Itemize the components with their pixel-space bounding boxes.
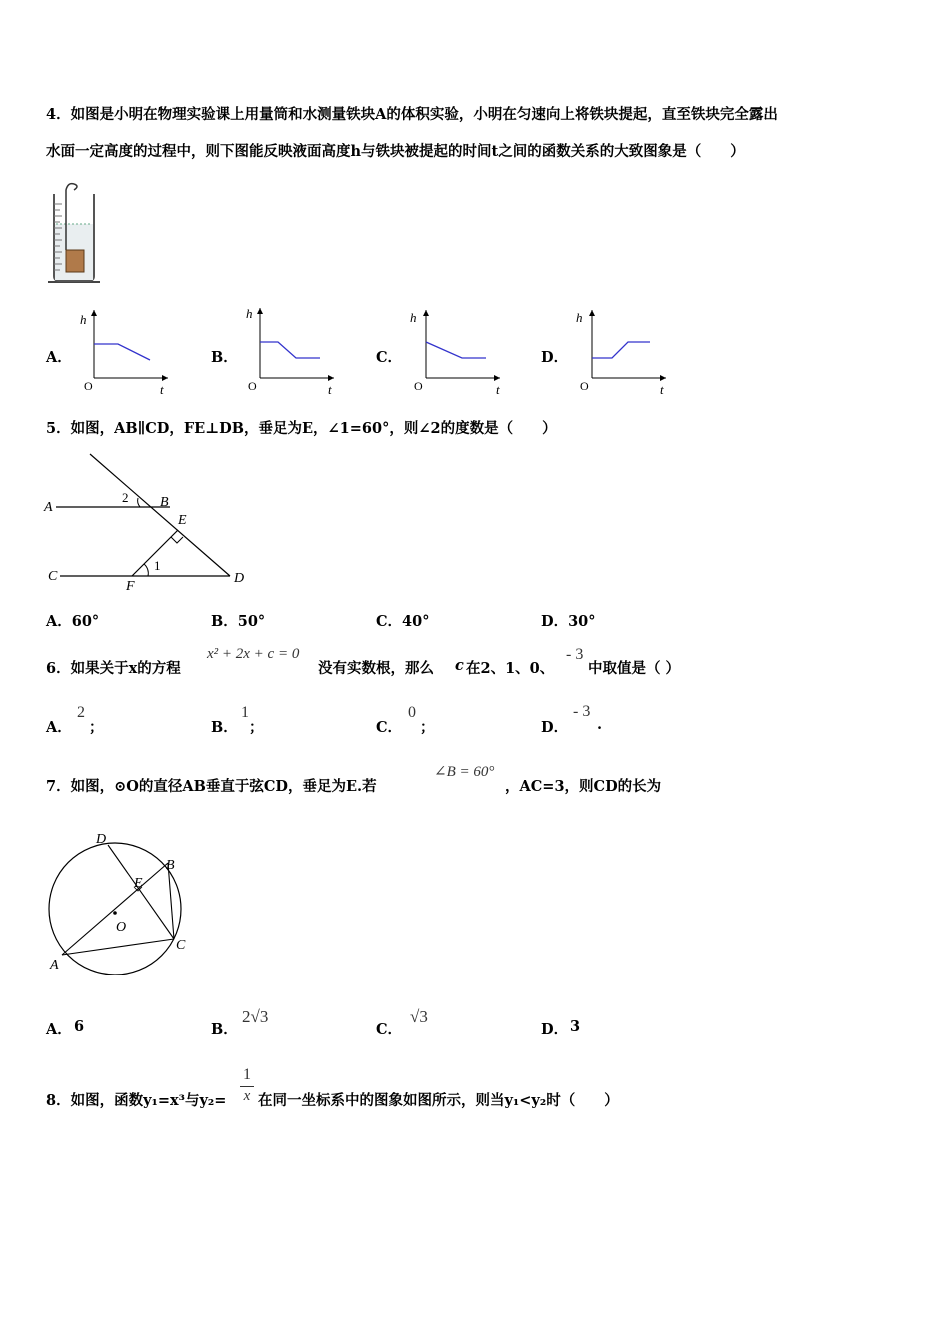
- q6-option-c-label: C．: [376, 719, 403, 736]
- q7-option-b-value: 2√3: [242, 1007, 269, 1026]
- point-e-label: E: [134, 876, 143, 891]
- q5-option-d: D．30°: [541, 613, 596, 630]
- point-b-label: B: [166, 858, 175, 873]
- point-d-label: D: [96, 832, 107, 847]
- q6-suffix: 中取值是（ ）: [588, 660, 681, 677]
- axis-h-label: h: [410, 310, 417, 325]
- axis-h-label: h: [576, 310, 583, 325]
- q5-parallel-lines-figure: [40, 450, 260, 595]
- q4-option-d-label: D．: [541, 349, 569, 366]
- q6-option-a-value: 2: [77, 704, 85, 721]
- q5-option-a: A．60°: [46, 613, 100, 630]
- q6-var-c: c: [455, 657, 464, 674]
- axis-t-label: t: [160, 382, 164, 397]
- q6-neg3: - 3: [566, 646, 584, 663]
- q7-suffix: ，AC=3，则CD的长为: [505, 778, 662, 795]
- q7-option-a-value: 6: [74, 1018, 85, 1035]
- axis-o-label: O: [414, 379, 423, 393]
- axis-t-label: t: [328, 382, 332, 397]
- q5-text: 5．如图，AB∥CD，FE⊥DB，垂足为E，∠1=60°，则∠2的度数是（ ）: [46, 420, 557, 437]
- q4-graph-a: [72, 304, 172, 398]
- axis-h-label: h: [80, 312, 87, 327]
- point-c-label: C: [176, 938, 186, 953]
- point-o-label: O: [116, 920, 127, 935]
- q6-option-c-punct: ；: [420, 719, 435, 736]
- q7-option-d-label: D．: [541, 1021, 569, 1038]
- axis-o-label: O: [84, 379, 93, 393]
- q7-option-a-label: A．: [46, 1021, 72, 1038]
- q7-circle-figure: [40, 825, 200, 975]
- q7-option-d-value: 3: [570, 1018, 581, 1035]
- q7-option-c-value: √3: [410, 1007, 428, 1026]
- q6-option-d-punct: .: [597, 716, 603, 733]
- q4-text-line1: 4．如图是小明在物理实验课上用量筒和水测量铁块A的体积实验，小明在匀速向上将铁块提起，直至铁块完全露出: [46, 106, 778, 123]
- q6-option-a-label: A．: [46, 719, 72, 736]
- q6-option-b-label: B．: [211, 719, 238, 736]
- q6-option-c-value: 0: [408, 704, 416, 721]
- q4-option-c-label: C．: [376, 349, 403, 366]
- point-b-label: B: [160, 495, 169, 510]
- q4-graph-b: [238, 300, 338, 398]
- q8-fraction-numerator: 1: [243, 1066, 251, 1083]
- q8-fraction-denominator: x: [243, 1088, 251, 1104]
- q6-option-a-punct: ；: [89, 719, 104, 736]
- q5-option-b: B．50°: [211, 613, 266, 630]
- q7-prefix: 7．如图，⊙O的直径AB垂直于弦CD，垂足为E.若: [46, 778, 377, 795]
- q5-option-c: C．40°: [376, 613, 430, 630]
- q6-equation: x² + 2x + c = 0: [207, 646, 300, 662]
- angle-2-label: 2: [122, 490, 129, 505]
- point-c-label: C: [48, 569, 58, 584]
- q7-option-b-label: B．: [211, 1021, 238, 1038]
- point-d-label: D: [234, 571, 245, 586]
- axis-t-label: t: [496, 382, 500, 397]
- point-f-label: F: [126, 579, 135, 594]
- graduated-cylinder-figure: [44, 180, 104, 288]
- q8-suffix: 在同一坐标系中的图象如图所示，则当y₁<y₂时（ ）: [258, 1092, 619, 1109]
- q8-fraction: [240, 1066, 254, 1105]
- q7-angle: ∠B = 60°: [434, 764, 495, 780]
- q6-prefix: 6．如果关于x的方程: [46, 660, 181, 677]
- q6-middle2: 在2、1、0、: [466, 660, 555, 677]
- q6-option-d-label: D．: [541, 719, 569, 736]
- point-e-label: E: [178, 513, 187, 528]
- point-a-label: A: [50, 958, 59, 973]
- q4-graph-d: [570, 304, 670, 398]
- q8-prefix: 8．如图，函数y₁=x³与y₂=: [46, 1092, 227, 1109]
- q4-graph-c: [404, 304, 504, 398]
- q4-option-a-label: A．: [46, 349, 72, 366]
- q4-text-line2: 水面一定高度的过程中，则下图能反映液面高度h与铁块被提起的时间t之间的函数关系的大致图象是（ ）: [46, 143, 745, 160]
- point-a-label: A: [44, 500, 53, 515]
- q4-option-b-label: B．: [211, 349, 238, 366]
- q7-option-c-label: C．: [376, 1021, 403, 1038]
- axis-h-label: h: [246, 306, 253, 321]
- axis-o-label: O: [248, 379, 257, 393]
- axis-o-label: O: [580, 379, 589, 393]
- q6-option-b-value: 1: [241, 704, 249, 721]
- angle-1-label: 1: [154, 558, 161, 573]
- q6-middle: 没有实数根，那么: [318, 660, 434, 677]
- q6-option-b-punct: ；: [249, 719, 264, 736]
- q6-option-d-value: - 3: [573, 703, 591, 720]
- axis-t-label: t: [660, 382, 664, 397]
